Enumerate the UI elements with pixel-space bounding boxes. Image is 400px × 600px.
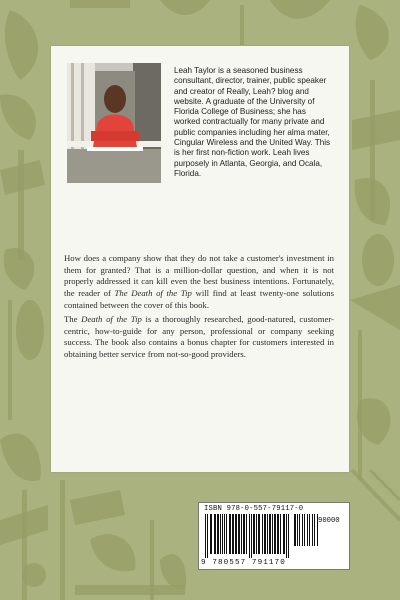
price-code: 90000 — [318, 517, 340, 525]
barcode-bar — [272, 514, 273, 554]
barcode-bar — [262, 514, 263, 554]
isbn-label: ISBN 978-0-557-79117-0 — [204, 505, 304, 513]
barcode-bar — [267, 514, 268, 554]
barcode-bar — [280, 514, 281, 554]
barcode-bar — [238, 514, 240, 554]
barcode-bar — [304, 514, 305, 546]
barcode-bar — [210, 514, 212, 554]
barcode-bar — [317, 514, 318, 546]
blurb-paragraph-2: The Death of the Tip is a thoroughly researched, good-natured, customer-centric, how-to-guide for any person, professional or company seeking success. The book also contains a bonus chapter for customers interested in obtaining better service from not-so-good providers. — [64, 314, 334, 360]
barcode-bar — [226, 514, 227, 554]
barcode-bar — [232, 514, 234, 554]
barcode-bar — [253, 514, 255, 554]
author-bio: Leah Taylor is a seasoned business consultant, director, trainer, public speaker and creator of Really, Leah? blog and website. A graduate of the University of Florida College of Business; she has worked contractually for many private and public companies including her alma mater, Cingular Wireless and the United Way. This is her first non-fiction work. Leah lives purposely in Atlanta, Georgia, and Ocala, Florida. — [174, 66, 331, 178]
back-cover-panel — [51, 46, 349, 472]
barcode-bar — [264, 514, 266, 554]
barcode-bar — [299, 514, 300, 546]
barcode-bar — [249, 514, 250, 558]
barcode-bar — [283, 514, 285, 554]
barcode-bar — [224, 514, 225, 554]
barcode-bar — [217, 514, 219, 554]
barcode-bar — [222, 514, 223, 554]
barcode-bar — [243, 514, 245, 554]
barcode-bar — [214, 514, 216, 554]
barcode-bar — [309, 514, 310, 546]
barcode-bar — [220, 514, 221, 554]
barcode-bar — [269, 514, 271, 554]
barcode-bar — [235, 514, 237, 554]
blurb-paragraph-1: How does a company show that they do not take a customer's investment in them for granted? That is a million-dollar question, and when it is not properly addressed it can kill even the best business intentions. Fortunately, the reader of The Death of the Tip will find at least twenty-one solutions contained between the cover of this book. — [64, 253, 334, 310]
barcode-bar — [274, 514, 276, 554]
barcode-bars — [203, 514, 345, 560]
author-photo — [67, 63, 161, 183]
barcode-bar — [246, 514, 247, 554]
barcode-bar — [312, 514, 313, 546]
barcode-bar — [307, 514, 308, 546]
barcode-bar — [314, 514, 315, 546]
barcode-bar — [286, 514, 287, 558]
barcode-bar — [258, 514, 260, 554]
barcode-bar — [297, 514, 298, 546]
book-title-italic: Death of the Tip — [81, 314, 142, 324]
barcode-bar — [288, 514, 289, 558]
barcode-digits: 9 780557 791170 — [201, 559, 286, 567]
barcode-bar — [294, 514, 296, 546]
barcode-bar — [207, 514, 208, 558]
barcode-bar — [205, 514, 206, 558]
barcode-bar — [256, 514, 257, 554]
isbn-barcode — [198, 502, 350, 570]
barcode-bar — [251, 514, 252, 558]
book-title-italic: The Death of the Tip — [114, 288, 192, 299]
barcode-bar — [302, 514, 303, 546]
barcode-bar — [229, 514, 231, 554]
barcode-bar — [241, 514, 242, 554]
barcode-bar — [277, 514, 279, 554]
